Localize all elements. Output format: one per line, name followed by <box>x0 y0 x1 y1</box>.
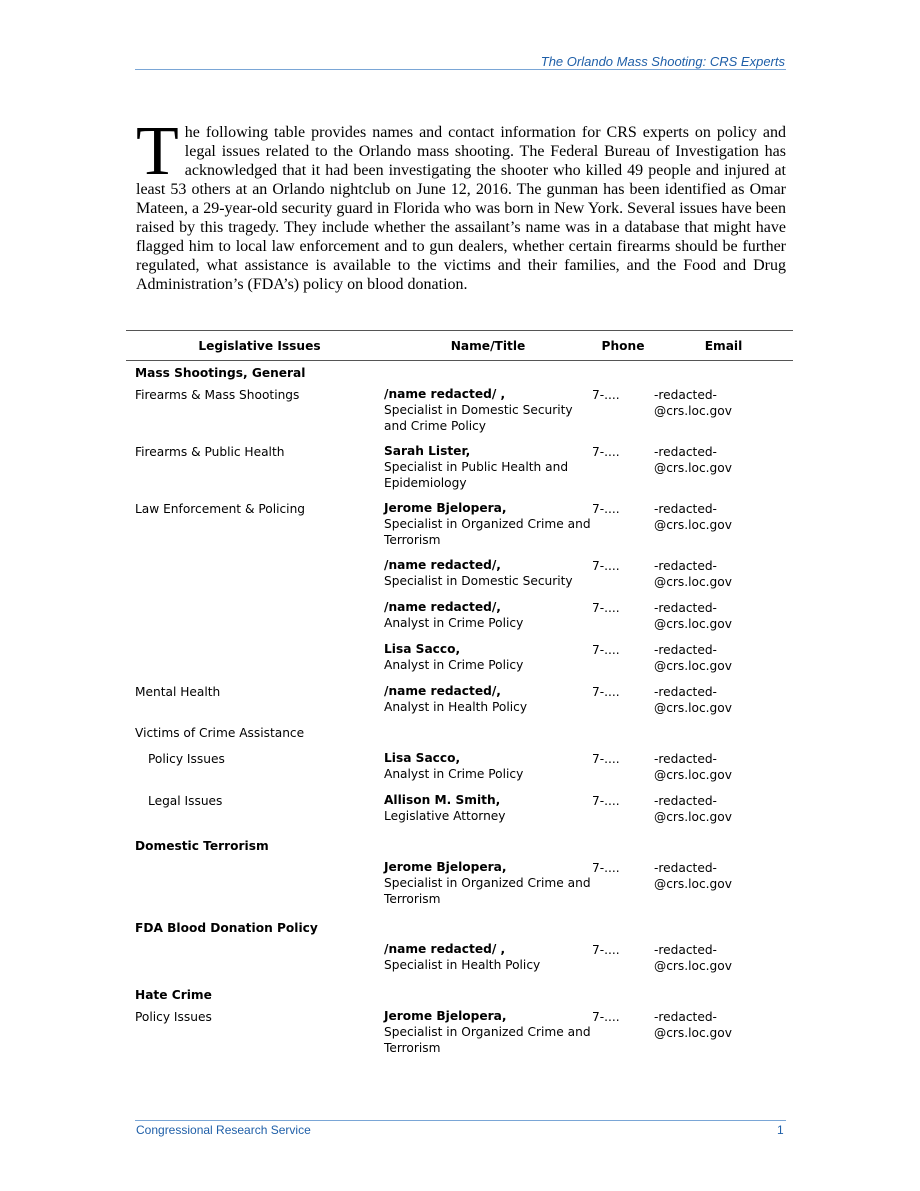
expert-title: Analyst in Crime Policy <box>384 767 524 781</box>
footer-org: Congressional Research Service <box>136 1123 311 1137</box>
phone-cell: 7-.... <box>592 388 620 402</box>
issue-cell <box>126 859 384 916</box>
name-cell <box>384 750 592 792</box>
intro-text: he following table provides names and contact information for CRS experts on policy and legal issues related to the Orlando mass shooting. The Federal Bureau of Investigation has acknowledged that it had been investigating the shooter who killed 49 people and injured at least 53 others at an Orlando nightclub on June 12, 2016. The gunman has been identified as Omar Mateen, a 29-year-old security guard in Florida who was born in New York. Several issues have been raised by this tragedy. They include whether the assailant’s name was in a database that might have flagged him to local law enforcement and to gun dealers, whether certain firearms should be further regulated, what assistance is available to the victims and their families, and the Food and Drug Administration’s (FDA’s) policy on blood donation. <box>136 124 786 293</box>
email-cell: -redacted-@crs.loc.gov <box>654 943 732 973</box>
section-row <box>126 916 793 941</box>
table-row <box>126 1008 793 1065</box>
name-cell <box>384 500 592 557</box>
phone-cell: 7-.... <box>592 1010 620 1024</box>
email-cell: -redacted-@crs.loc.gov <box>654 752 732 782</box>
expert-title: Specialist in Domestic Security <box>384 574 573 588</box>
name-cell <box>384 641 592 683</box>
header-rule <box>135 69 786 70</box>
footer-rule <box>135 1120 786 1121</box>
table-row <box>126 443 793 500</box>
name-cell <box>384 859 592 916</box>
intro-paragraph <box>136 113 786 294</box>
expert-title: Analyst in Crime Policy <box>384 658 524 672</box>
email-cell: -redacted-@crs.loc.gov <box>654 388 732 418</box>
expert-name: Lisa Sacco, <box>384 751 461 765</box>
table-row <box>126 557 793 599</box>
name-cell <box>384 941 592 983</box>
issue-cell: Legal Issues <box>148 794 223 808</box>
name-cell <box>384 557 592 599</box>
email-cell: -redacted-@crs.loc.gov <box>654 445 732 475</box>
table-row <box>126 683 793 725</box>
expert-name: Allison M. Smith, <box>384 793 501 807</box>
phone-cell: 7-.... <box>592 643 620 657</box>
subsection-row <box>126 725 793 750</box>
expert-name: /name redacted/ , <box>384 942 506 956</box>
expert-title: Analyst in Health Policy <box>384 700 528 714</box>
phone-cell: 7-.... <box>592 559 620 573</box>
phone-cell: 7-.... <box>592 943 620 957</box>
issue-cell: Law Enforcement & Policing <box>135 502 306 516</box>
expert-name: /name redacted/, <box>384 684 501 698</box>
email-cell: -redacted-@crs.loc.gov <box>654 794 732 824</box>
expert-title: Specialist in Organized Crime and Terrorism <box>384 1025 591 1055</box>
email-cell: -redacted-@crs.loc.gov <box>654 643 732 673</box>
table-row <box>126 941 793 983</box>
email-cell: -redacted-@crs.loc.gov <box>654 861 732 891</box>
issue-cell: Mental Health <box>135 685 221 699</box>
col-header-phone: Phone <box>592 331 654 361</box>
email-cell: -redacted-@crs.loc.gov <box>654 502 732 532</box>
table-row <box>126 500 793 557</box>
name-cell <box>384 386 592 443</box>
issue-cell: Firearms & Public Health <box>135 445 285 459</box>
issue-cell: Policy Issues <box>148 752 225 766</box>
phone-cell: 7-.... <box>592 685 620 699</box>
col-header-email: Email <box>654 331 793 361</box>
expert-name: Jerome Bjelopera, <box>384 1009 507 1023</box>
expert-name: /name redacted/, <box>384 558 501 572</box>
name-cell <box>384 792 592 834</box>
phone-cell: 7-.... <box>592 445 620 459</box>
email-cell: -redacted-@crs.loc.gov <box>654 685 732 715</box>
table-row <box>126 750 793 792</box>
table-row <box>126 386 793 443</box>
issue-cell: Policy Issues <box>135 1010 212 1024</box>
phone-cell: 7-.... <box>592 601 620 615</box>
section-mass-shootings: Mass Shootings, General <box>135 366 306 380</box>
email-cell: -redacted-@crs.loc.gov <box>654 1010 732 1040</box>
expert-name: /name redacted/, <box>384 600 501 614</box>
table-row <box>126 641 793 683</box>
issue-cell <box>126 557 384 599</box>
phone-cell: 7-.... <box>592 502 620 516</box>
expert-name: Jerome Bjelopera, <box>384 501 507 515</box>
table-row <box>126 859 793 916</box>
email-cell: -redacted-@crs.loc.gov <box>654 601 732 631</box>
experts-table <box>126 330 793 1065</box>
section-fda-blood: FDA Blood Donation Policy <box>135 921 318 935</box>
section-row <box>126 983 793 1008</box>
page-number: 1 <box>777 1123 784 1137</box>
expert-name: Lisa Sacco, <box>384 642 461 656</box>
table-row <box>126 599 793 641</box>
issue-cell <box>126 641 384 683</box>
section-domestic-terrorism: Domestic Terrorism <box>135 839 269 853</box>
expert-title: Specialist in Domestic Security and Crime Policy <box>384 403 573 433</box>
phone-cell: 7-.... <box>592 752 620 766</box>
table-header-row <box>126 331 793 361</box>
expert-title: Legislative Attorney <box>384 809 506 823</box>
issue-cell <box>126 599 384 641</box>
expert-name: /name redacted/ , <box>384 387 506 401</box>
drop-cap: T <box>136 113 179 190</box>
name-cell <box>384 599 592 641</box>
issue-cell: Firearms & Mass Shootings <box>135 388 300 402</box>
subsection-victims: Victims of Crime Assistance <box>135 726 305 740</box>
expert-title: Analyst in Crime Policy <box>384 616 524 630</box>
expert-title: Specialist in Public Health and Epidemiology <box>384 460 569 490</box>
expert-name: Sarah Lister, <box>384 444 471 458</box>
section-row <box>126 834 793 859</box>
expert-name: Jerome Bjelopera, <box>384 860 507 874</box>
page-header-title: The Orlando Mass Shooting: CRS Experts <box>540 54 785 69</box>
section-row <box>126 361 793 387</box>
email-cell: -redacted-@crs.loc.gov <box>654 559 732 589</box>
expert-title: Specialist in Organized Crime and Terrorism <box>384 876 591 906</box>
name-cell <box>384 443 592 500</box>
expert-title: Specialist in Organized Crime and Terrorism <box>384 517 591 547</box>
phone-cell: 7-.... <box>592 794 620 808</box>
name-cell <box>384 683 592 725</box>
col-header-name: Name/Title <box>384 331 592 361</box>
col-header-issues: Legislative Issues <box>126 331 384 361</box>
expert-title: Specialist in Health Policy <box>384 958 541 972</box>
phone-cell: 7-.... <box>592 861 620 875</box>
name-cell <box>384 1008 592 1065</box>
table-row <box>126 792 793 834</box>
issue-cell <box>126 941 384 983</box>
section-hate-crime: Hate Crime <box>135 988 212 1002</box>
